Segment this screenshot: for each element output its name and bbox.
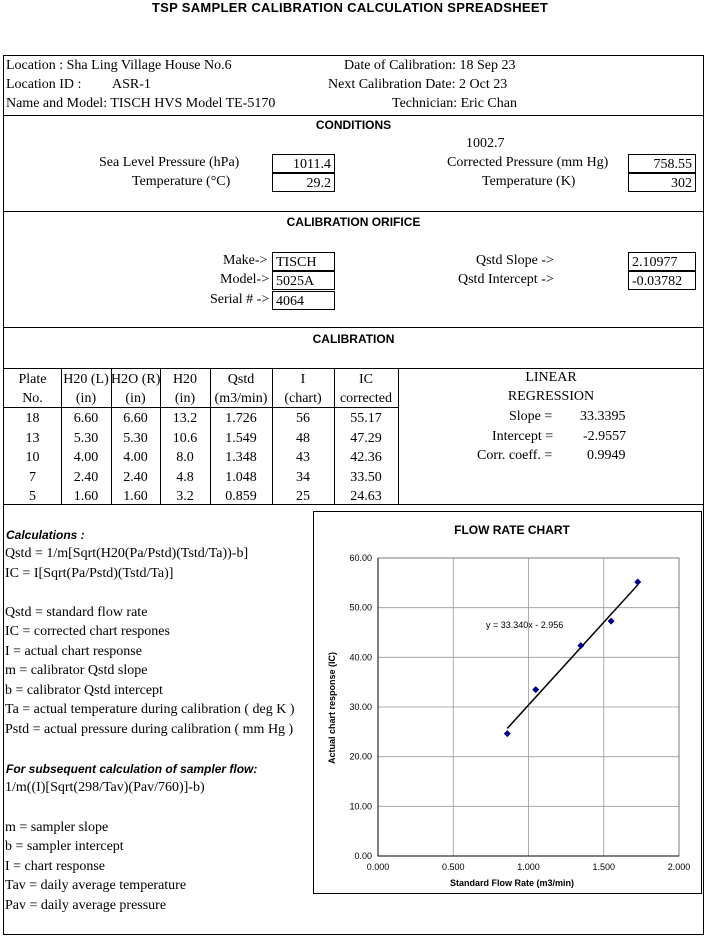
chart-title: FLOW RATE CHART (454, 523, 570, 537)
table-cell: 34 (296, 469, 310, 485)
conditions-note-value: 1002.7 (466, 136, 505, 151)
definition-line: IC = corrected chart respones (5, 624, 170, 639)
definition-line: Tav = daily average temperature (5, 878, 187, 893)
model-label: Model-> (220, 272, 270, 287)
divider (3, 327, 704, 328)
page-title: TSP SAMPLER CALIBRATION CALCULATION SPREADSHEET (151, 0, 549, 15)
definition-line: m = calibrator Qstd slope (5, 663, 148, 678)
definition-line: I = actual chart response (5, 644, 142, 659)
table-cell: 5.30 (123, 430, 148, 446)
table-cell: 4.8 (176, 469, 194, 485)
location-id-value: ASR-1 (112, 77, 151, 92)
y-tick-label: 30.00 (349, 702, 372, 712)
subsequent-heading: For subsequent calculation of sampler flow: (6, 762, 258, 776)
table-cell: 6.60 (73, 411, 99, 426)
corrected-pressure-cell[interactable]: 758.55 (628, 154, 696, 173)
sea-level-pressure-label: Sea Level Pressure (hPa) (99, 155, 240, 170)
x-tick-label: 2.000 (667, 862, 691, 872)
corrected-pressure-label: Corrected Pressure (mm Hg) (447, 155, 609, 170)
definition-line: I = chart response (5, 859, 106, 874)
y-tick-label: 50.00 (349, 602, 372, 613)
data-point (634, 578, 641, 585)
x-tick-label: 1.000 (517, 862, 540, 872)
x-tick-label: 1.500 (592, 862, 616, 872)
calculations-heading: Calculations : (6, 528, 85, 542)
table-cell: 18 (25, 411, 40, 426)
table-cell: 1.549 (225, 430, 257, 446)
table-cell: 1.048 (225, 469, 257, 485)
location-text: Location : Sha Ling Village House No.6 (6, 58, 232, 73)
table-cell: 5 (29, 489, 36, 505)
definition-line: Pav = daily average pressure (5, 898, 167, 913)
temperature-k-cell[interactable]: 302 (628, 173, 696, 192)
flow-rate-chart-svg (314, 512, 701, 893)
table-cell: 2.40 (73, 469, 99, 485)
table-cell: 10.6 (172, 430, 198, 446)
qstd-slope-cell[interactable]: 2.10977 (628, 252, 696, 271)
table-cell: 33.50 (350, 469, 382, 485)
definition-line: m = sampler slope (5, 820, 109, 835)
column-header: H20 (172, 372, 198, 387)
qstd-slope-label: Qstd Slope -> (476, 253, 554, 268)
table-cell: 43 (296, 450, 310, 466)
regression-title: REGRESSION (507, 389, 595, 404)
technician: Technician: Eric Chan (392, 96, 517, 111)
divider (3, 115, 704, 116)
table-cell: 13.2 (172, 411, 198, 426)
data-point (608, 618, 615, 625)
conditions-heading: CONDITIONS (315, 118, 392, 132)
definition-line: b = sampler intercept (5, 839, 124, 854)
model-cell[interactable]: 5025A (272, 271, 335, 290)
column-header: No. (22, 391, 43, 406)
location-id-label: Location ID : (6, 77, 82, 92)
divider (3, 368, 704, 369)
table-cell: 4.00 (123, 450, 148, 466)
qstd-intercept-label: Qstd Intercept -> (458, 272, 554, 287)
table-cell: 55.17 (350, 411, 382, 426)
plot-area (349, 553, 690, 872)
temperature-c-label: Temperature (°C) (132, 174, 231, 189)
column-header: Qstd (227, 372, 255, 387)
y-axis-label: Actual chart response (IC) (327, 651, 337, 765)
column-header: Plate (18, 372, 47, 387)
regression-slope-value: 33.3395 (580, 409, 626, 424)
column-header: (in) (125, 391, 146, 406)
table-cell: 4.00 (73, 450, 99, 466)
divider (3, 211, 704, 212)
x-tick-label: 0.500 (441, 862, 465, 872)
table-cell: 24.63 (350, 489, 382, 505)
serial-label: Serial # -> (210, 292, 270, 307)
table-cell: 25 (296, 489, 310, 505)
table-cell: 7 (29, 469, 36, 485)
data-point (577, 642, 584, 649)
date-of-calibration: Date of Calibration: 18 Sep 23 (344, 58, 516, 73)
sea-level-pressure-cell[interactable]: 1011.4 (272, 154, 335, 173)
formula-line: IC = I[Sqrt(Pa/Pstd)(Tstd/Ta)] (5, 566, 174, 581)
column-header: (m3/min) (214, 391, 268, 406)
flow-rate-chart (313, 511, 702, 894)
table-cell: 1.60 (73, 489, 99, 505)
orifice-heading: CALIBRATION ORIFICE (286, 215, 421, 229)
table-cell: 3.2 (176, 489, 194, 505)
table-cell: 42.36 (350, 450, 382, 466)
x-tick-label: 0.000 (366, 862, 390, 872)
column-header: H20 (L) (63, 372, 109, 387)
sampler-formula: 1/m((I)[Sqrt(298/Tav)(Pav/760)]-b) (5, 780, 205, 795)
column-header: I (300, 372, 306, 387)
column-header: (in) (174, 391, 196, 406)
y-tick-label: 10.00 (349, 801, 372, 812)
y-tick-label: 60.00 (349, 553, 372, 563)
table-cell: 0.859 (225, 489, 257, 505)
definition-line: Qstd = standard flow rate (5, 605, 148, 620)
make-label: Make-> (223, 253, 268, 268)
column-header: IC (359, 372, 373, 387)
serial-cell[interactable]: 4064 (272, 291, 335, 310)
table-cell: 8.0 (176, 450, 194, 466)
temperature-c-cell[interactable]: 29.2 (272, 173, 335, 192)
data-point (532, 686, 539, 693)
definition-line: Pstd = actual pressure during calibration ( mm Hg ) (5, 722, 294, 737)
table-cell: 1.60 (123, 489, 148, 505)
column-header: corrected (339, 391, 393, 406)
definition-line: Ta = actual temperature during calibration ( deg K ) (5, 702, 295, 717)
regression-corr-value: 0.9949 (587, 448, 626, 463)
qstd-intercept-cell[interactable]: -0.03782 (628, 271, 696, 290)
calibration-heading: CALIBRATION (312, 332, 395, 346)
column-header: H2O (R) (111, 372, 161, 387)
table-cell: 6.60 (123, 411, 148, 426)
table-cell: 1.726 (225, 411, 257, 426)
table-cell: 10 (25, 450, 40, 466)
regression-intercept-value: -2.9557 (583, 429, 627, 444)
regression-slope-label: Slope = (509, 409, 553, 424)
x-axis-label: Standard Flow Rate (m3/min) (449, 878, 575, 888)
next-calibration-date: Next Calibration Date: 2 Oct 23 (328, 77, 508, 92)
regression-intercept-label: Intercept = (492, 429, 554, 444)
divider (3, 504, 704, 505)
table-cell: 1.348 (225, 450, 257, 466)
name-model-text: Name and Model: TISCH HVS Model TE-5170 (6, 96, 276, 111)
trendline-equation: y = 33.340x - 2.956 (486, 620, 564, 630)
regression-title: LINEAR (525, 370, 577, 385)
y-tick-label: 20.00 (349, 751, 372, 762)
table-cell: 48 (296, 430, 310, 446)
column-header: (in) (75, 391, 97, 406)
table-cell: 5.30 (73, 430, 99, 446)
make-cell[interactable]: TISCH (272, 252, 335, 271)
table-cell: 56 (296, 411, 310, 426)
y-tick-label: 40.00 (349, 652, 372, 663)
formula-line: Qstd = 1/m[Sqrt(H20(Pa/Pstd)(Tstd/Ta))-b] (5, 546, 249, 561)
table-cell: 13 (25, 430, 40, 446)
definition-line: b = calibrator Qstd intercept (5, 683, 163, 698)
data-point (504, 730, 511, 737)
regression-corr-label: Corr. coeff. = (477, 448, 553, 463)
y-tick-label: 0.00 (354, 851, 372, 861)
table-cell: 47.29 (350, 430, 382, 446)
temperature-k-label: Temperature (K) (482, 174, 576, 189)
column-header: (chart) (284, 391, 322, 406)
table-cell: 2.40 (123, 469, 148, 485)
